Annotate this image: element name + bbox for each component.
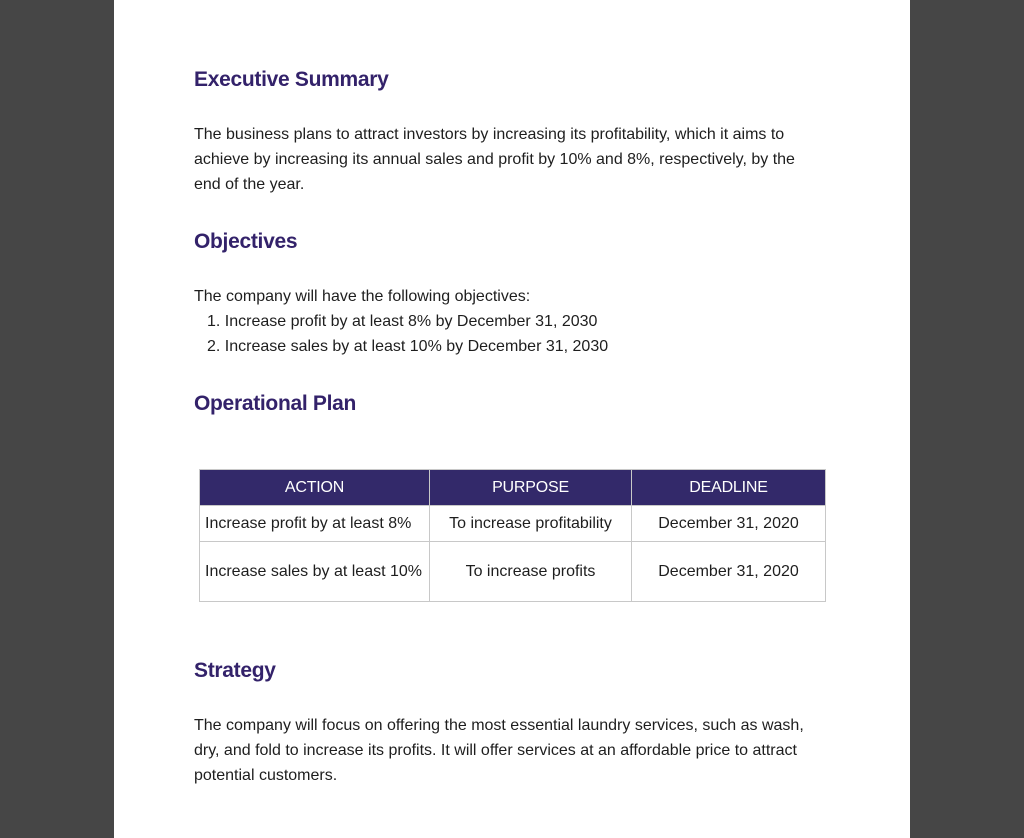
table-row: [200, 542, 826, 602]
table-cell-deadline: December 31, 2020: [632, 506, 826, 542]
table-row: [200, 506, 826, 542]
strategy-text: The company will focus on offering the most essential laundry services, such as wash, dry, and fold to increase its profits. It will offer services at an affordable price to attract potential customers.: [194, 717, 804, 784]
table-header-row: [200, 470, 826, 506]
executive-summary-heading: Executive Summary: [194, 68, 389, 91]
table-cell-purpose: To increase profitability: [430, 506, 632, 542]
table-cell-action: Increase sales by at least 10%: [200, 542, 430, 602]
table-cell-deadline: December 31, 2020: [632, 542, 826, 602]
table-cell-action: Increase profit by at least 8%: [200, 506, 430, 542]
strategy-heading: Strategy: [194, 659, 276, 682]
column-header-action: ACTION: [200, 470, 430, 506]
objective-item: 2. Increase sales by at least 10% by December 31, 2030: [207, 338, 609, 355]
document-page: [114, 0, 910, 838]
executive-summary-text: The business plans to attract investors by increasing its profitability, which it aims to achieve by increasing its annual sales and profit by 10% and 8%, respectively, by the end of the year.: [194, 126, 795, 193]
table-cell-purpose: To increase profits: [430, 542, 632, 602]
objective-item: 1. Increase profit by at least 8% by December 31, 2030: [207, 313, 598, 330]
objectives-heading: Objectives: [194, 230, 298, 253]
operational-plan-table: [199, 469, 826, 602]
objectives-list: [194, 309, 608, 359]
column-header-purpose: PURPOSE: [430, 470, 632, 506]
objectives-intro: The company will have the following objectives:: [194, 288, 531, 305]
operational-plan-heading: Operational Plan: [194, 392, 357, 415]
column-header-deadline: DEADLINE: [632, 470, 826, 506]
